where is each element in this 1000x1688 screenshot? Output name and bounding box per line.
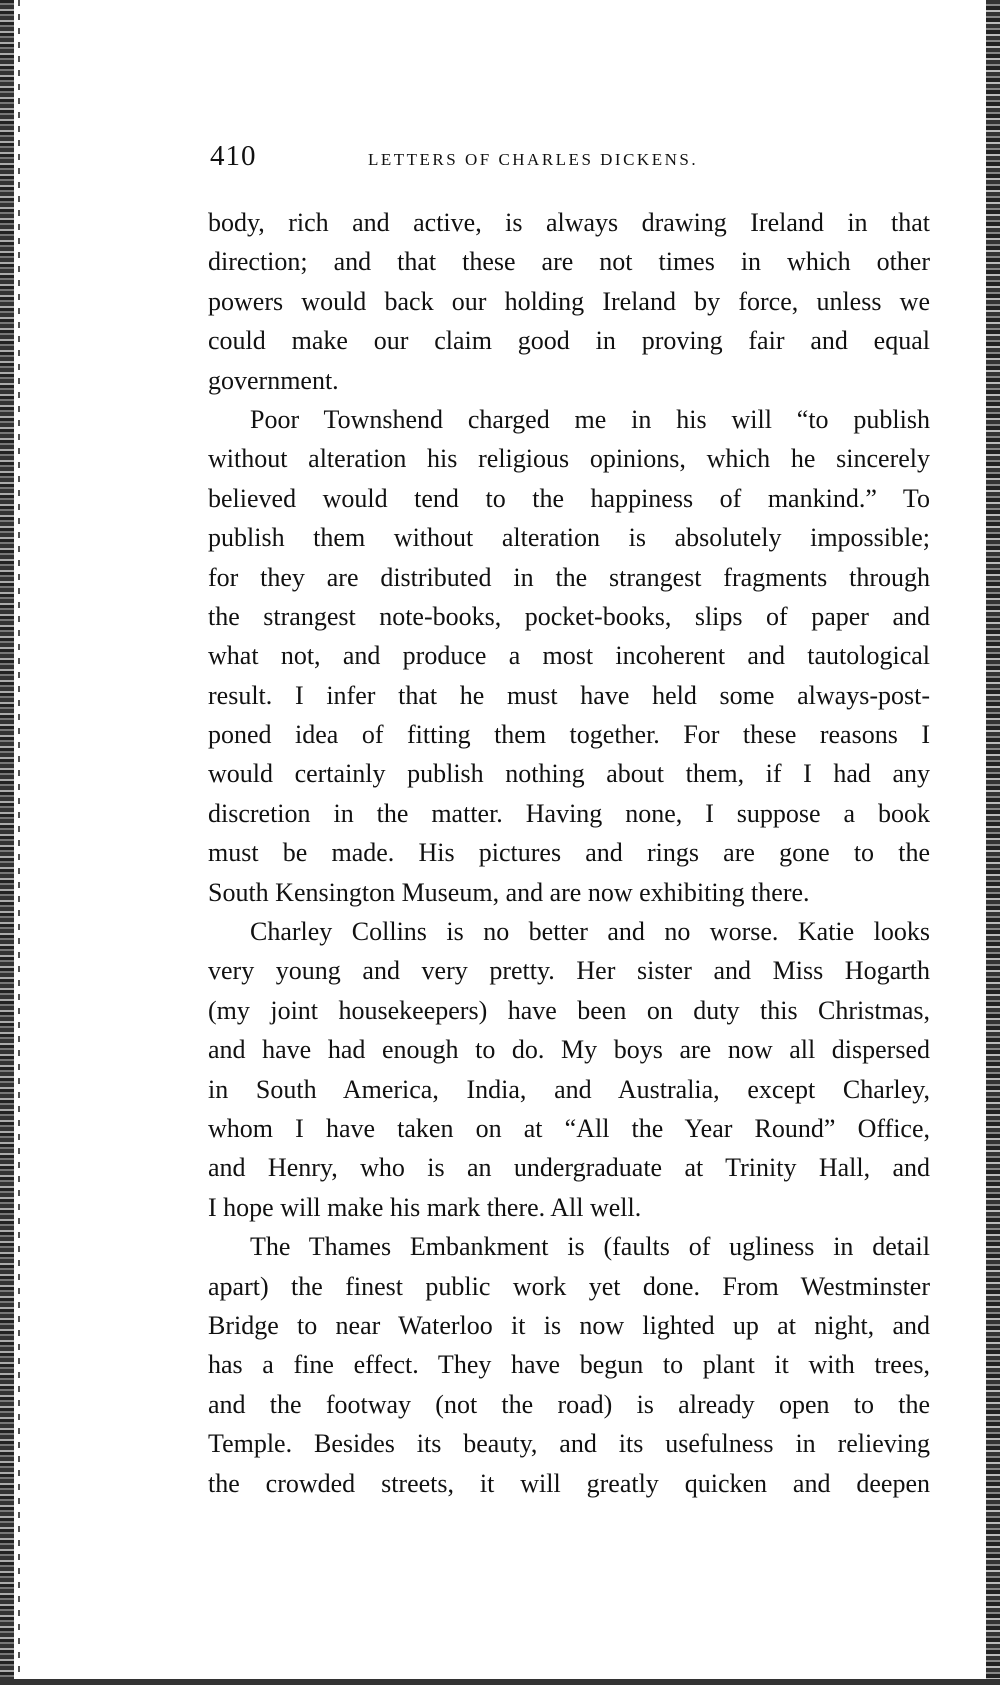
text-line: Bridge to near Waterloo it is now lighted up at night, and xyxy=(208,1310,930,1340)
text-line: the crowded streets, it will greatly quicken and deepen xyxy=(208,1468,930,1498)
text-line: for they are distributed in the strangest fragments through xyxy=(208,562,930,592)
scan-edge-left-line xyxy=(18,0,20,1685)
text-line: The Thames Embankment is (faults of ugliness in detail xyxy=(250,1232,930,1262)
text-line: (my joint housekeepers) have been on duty this Christmas, xyxy=(208,995,930,1025)
scan-edge-bottom xyxy=(0,1679,1000,1685)
paragraph xyxy=(208,400,930,912)
text-line: powers would back our holding Ireland by force, unless we xyxy=(208,286,930,316)
text-line: without alteration his religious opinions, which he sincerely xyxy=(208,444,930,474)
text-line: could make our claim good in proving fair and equal xyxy=(208,326,930,356)
text-line: must be made. His pictures and rings are gone to the xyxy=(208,838,930,868)
text-line: the strangest note-books, pocket-books, slips of paper and xyxy=(208,601,930,631)
text-line: believed would tend to the happiness of mankind.” To xyxy=(208,483,930,513)
text-line: and have had enough to do. My boys are now all dispersed xyxy=(208,1035,930,1065)
text-line: whom I have taken on at “All the Year Round” Office, xyxy=(208,1113,930,1143)
page-number: 410 xyxy=(210,140,257,172)
text-line: publish them without alteration is absolutely impossible; xyxy=(208,523,930,553)
text-line: I hope will make his mark there. All well. xyxy=(208,1192,642,1222)
text-line: poned idea of fitting them together. For these reasons I xyxy=(208,720,930,750)
paragraph xyxy=(208,912,930,1227)
scan-edge-right xyxy=(986,0,1000,1685)
scan-edge-left xyxy=(0,0,14,1685)
text-line: would certainly publish nothing about them, if I had any xyxy=(208,759,930,789)
text-line: has a fine effect. They have begun to plant it with trees, xyxy=(208,1350,930,1380)
text-line: body, rich and active, is always drawing Ireland in that xyxy=(208,208,930,237)
paragraph xyxy=(208,1227,930,1503)
text-line: Poor Townshend charged me in his will “to publish xyxy=(250,404,930,434)
page-header xyxy=(210,140,930,180)
text-line: in South America, India, and Australia, except Charley, xyxy=(208,1074,930,1104)
body-text xyxy=(208,203,930,1503)
text-line: government. xyxy=(208,365,339,395)
text-line: very young and very pretty. Her sister and Miss Hogarth xyxy=(208,956,930,986)
text-line: Temple. Besides its beauty, and its usefulness in relieving xyxy=(208,1429,930,1459)
scan-bottom-mark: - - - xyxy=(380,1673,408,1687)
text-line: Charley Collins is no better and no worse. Katie looks xyxy=(250,917,930,947)
text-line: what not, and produce a most incoherent and tautological xyxy=(208,641,930,671)
paragraph xyxy=(208,203,930,400)
text-line: South Kensington Museum, and are now exhibiting there. xyxy=(208,877,810,907)
text-line: and Henry, who is an undergraduate at Trinity Hall, and xyxy=(208,1153,930,1183)
text-line: and the footway (not the road) is already open to the xyxy=(208,1389,930,1419)
running-title: LETTERS OF CHARLES DICKENS. xyxy=(368,150,699,169)
text-line: direction; and that these are not times in which other xyxy=(208,247,930,277)
text-line: discretion in the matter. Having none, I suppose a book xyxy=(208,798,930,828)
text-line: result. I infer that he must have held some always-post- xyxy=(208,680,930,710)
text-line: apart) the finest public work yet done. From Westminster xyxy=(208,1271,930,1301)
